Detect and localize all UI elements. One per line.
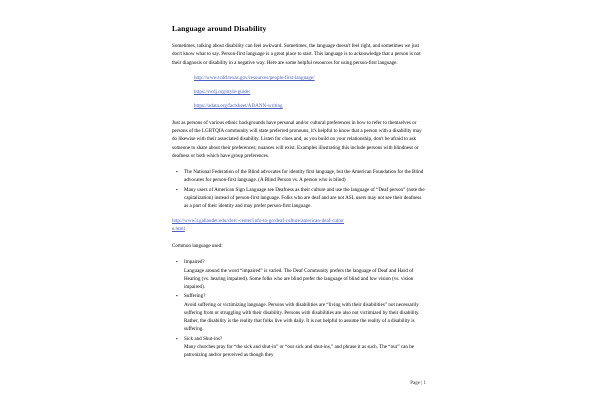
- common-language-heading: Common language used:: [172, 243, 223, 250]
- link-adata-factsheet[interactable]: https://adata.org/factsheet/ADANN-writing: [194, 103, 283, 110]
- bullet-icon: ▪: [176, 169, 178, 175]
- intro-paragraph: Sometimes, talking about disability can feel awkward. Sometimes, the language doesn't feel right, and sometimes we just don't know what to say. Person-first language is a great place to start. This language is to acknowledge that a person is not their diagnosis or disability in a negative way. Here are some helpful resources for using person-first language.: [172, 43, 421, 66]
- list-item-text: The National Federation of the Blind advocates for identity first language, but the American Foundation for the Blind advocates for person-first language. (A Blind Person vs. A person who is blind): [184, 169, 424, 184]
- bullet-icon: ▪: [176, 335, 178, 341]
- gallaudet-link-wrapper: [172, 218, 347, 234]
- list-item: [172, 292, 426, 333]
- list-item: [172, 258, 426, 291]
- resource-link-item: [194, 75, 426, 83]
- common-language-list: [172, 258, 426, 359]
- term-description: Language around the word “impaired” is varied. The Deaf Community prefers the language of Deaf and Hard of Hearing (vs. hearing impaired). Some folks who are blind prefer the language of blind and low vision (vs. vision impaired).: [184, 267, 414, 291]
- term-label: Impaired?: [184, 259, 205, 266]
- page-title: Language around Disability: [172, 24, 267, 33]
- list-item: [172, 186, 426, 211]
- page-footer: Page | 1: [410, 381, 426, 386]
- list-item: [172, 335, 426, 360]
- resource-link-list: [172, 75, 426, 111]
- link-tcdd-people-first-language[interactable]: http://www.tcdd.texas.gov/resources/people-first-language/: [194, 74, 315, 81]
- identity-language-list: [172, 168, 426, 210]
- resource-link-item: [194, 89, 426, 97]
- link-gallaudet-american-deaf-culture[interactable]: http://www3.gallaudet.edu/clerc-center/info-to-go/deaf-culture/american-deaf-culture.html: [172, 218, 344, 233]
- list-item-text: Many users of American Sign Language see Deafness as their culture and use the language of “Deaf person” (note the capitalization) instead of person-first language. Folks who are deaf and are not ASL users may not see their deafness as a part of their identity and may prefer person-first language.: [184, 186, 425, 210]
- preferences-paragraph: Just as persons of various ethnic backgrounds have personal and/or cultural preferences in how to refer to themselves or persons of the LGBTQIA community will state preferred pronouns, it's helpful to know that a person with a disability may do likewise with their associated disability. Listen for clues and, as you build on your relationship, don't be afraid to ask someone to share about their preferences; nuances will exist. Examples illustrating this include persons with blindness or deafness or both which have group preferences.: [172, 119, 422, 159]
- term-description: Many churches pray for “the sick and shut-in” or “our sick and shut-ins,” and phrase it as such. The “our” can be patronizing and/or perceived as though they: [184, 343, 415, 359]
- resource-link-item: [194, 103, 426, 111]
- link-ncdj-style-guide[interactable]: https://ncdj.org/style-guide/: [194, 89, 251, 95]
- document-content: [172, 24, 426, 367]
- bullet-icon: ▪: [176, 293, 178, 299]
- term-label: Suffering?: [184, 293, 206, 300]
- list-item: [172, 168, 426, 185]
- bullet-icon: ▪: [176, 186, 178, 192]
- term-description: Avoid suffering or victimizing language. Persons with disabilities are “living with their disabilities” not necessarily suffering from or struggling with their disability. Persons with disabilities are also not victimized by their disability. Rather, the disability is the reality that folks live with daily. It is not helpful to assume the reality of a disability is suffering.: [184, 301, 420, 333]
- bullet-icon: ▪: [176, 259, 178, 265]
- term-label: Sick and Shut-ins?: [184, 335, 223, 342]
